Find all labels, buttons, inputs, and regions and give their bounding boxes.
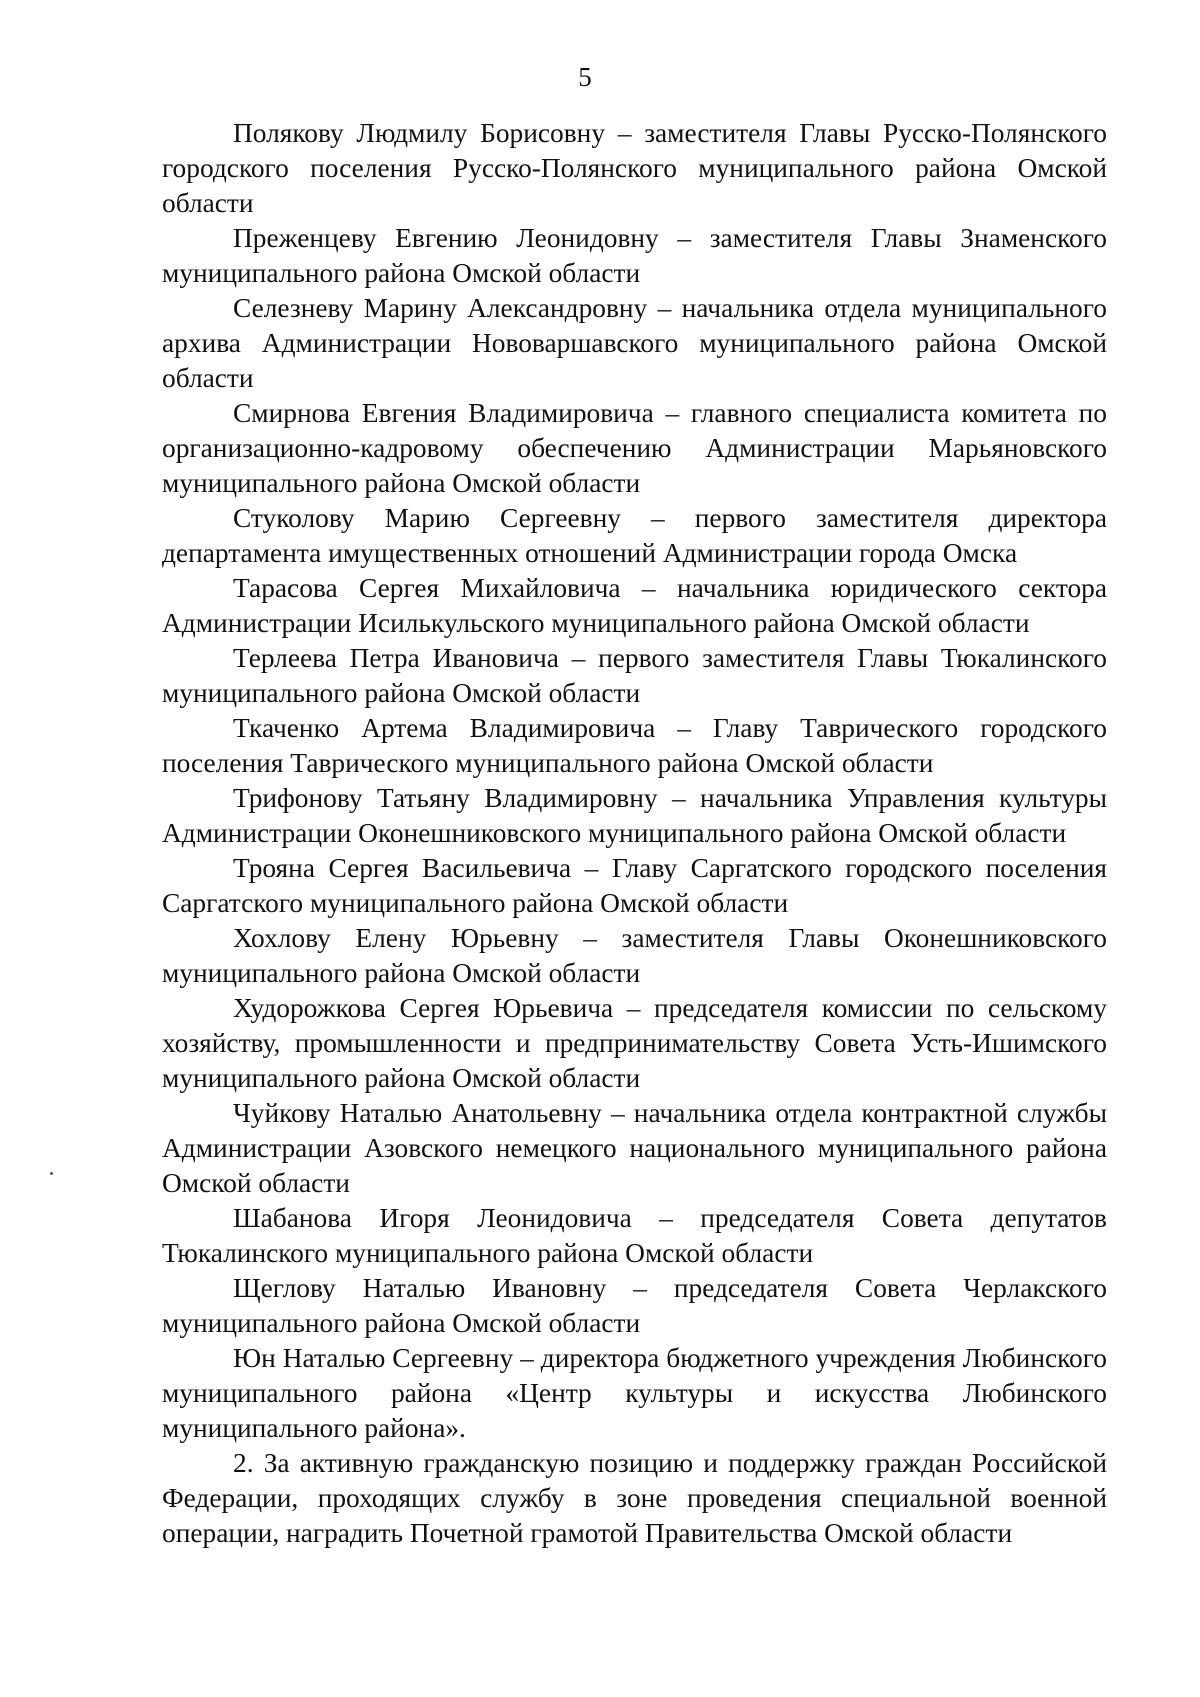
- award-entry-stukolova: Стуколову Марию Сергеевну – первого заместителя директора департамента имущественных отношений Администрации города Омска: [162, 503, 1107, 568]
- award-entry-shcheglova: Щеглову Наталью Ивановну – председателя Совета Черлакского муниципального района Омской области: [162, 1273, 1107, 1338]
- award-entry-yun: Юн Наталью Сергеевну – директора бюджетного учреждения Любинского муниципального района «Центр культуры и искусства Любинского муниципального района».: [162, 1343, 1107, 1443]
- document-body: [162, 116, 1107, 1551]
- page-number: 5: [578, 62, 592, 92]
- award-entry-selezneva: Селезневу Марину Александровну – начальника отдела муниципального архива Администрации Нововаршавского муниципального района Омской области: [162, 293, 1107, 393]
- award-entry-troyan: Трояна Сергея Васильевича – Главу Саргатского городского поселения Саргатского муниципального района Омской области: [162, 853, 1107, 918]
- award-entry-smirnov: Смирнова Евгения Владимировича – главного специалиста комитета по организационно-кадровому обеспечению Администрации Марьяновского муниципального района Омской области: [162, 398, 1107, 498]
- clause-2-paragraph: 2. За активную гражданскую позицию и поддержку граждан Российской Федерации, проходящих службу в зоне проведения специальной военной операции, наградить Почетной грамотой Правительства Омской области: [162, 1448, 1107, 1548]
- award-entry-tkachenko: Ткаченко Артема Владимировича – Главу Таврического городского поселения Таврического муниципального района Омской области: [162, 713, 1107, 778]
- scan-speck: [50, 1172, 53, 1175]
- award-entry-chuykova: Чуйкову Наталью Анатольевну – начальника отдела контрактной службы Администрации Азовского немецкого национального муниципального района Омской области: [162, 1098, 1107, 1198]
- award-entry-terleev: Терлеева Петра Ивановича – первого заместителя Главы Тюкалинского муниципального района Омской области: [162, 643, 1107, 708]
- award-entry-shabanov: Шабанова Игоря Леонидовича – председателя Совета депутатов Тюкалинского муниципального района Омской области: [162, 1203, 1107, 1268]
- award-entry-polyakova: Полякову Людмилу Борисовну – заместителя Главы Русско-Полянского городского поселения Русско-Полянского муниципального района Омской области: [162, 118, 1107, 218]
- award-entry-khudorozhkov: Худорожкова Сергея Юрьевича – председателя комиссии по сельскому хозяйству, промышленности и предпринимательству Совета Усть-Ишимского муниципального района Омской области: [162, 993, 1107, 1093]
- award-entry-tarasov: Тарасова Сергея Михайловича – начальника юридического сектора Администрации Исилькульского муниципального района Омской области: [162, 573, 1107, 638]
- award-entry-trifonova: Трифонову Татьяну Владимировну – начальника Управления культуры Администрации Оконешниковского муниципального района Омской области: [162, 783, 1107, 848]
- award-entry-prezhentseva: Преженцеву Евгению Леонидовну – заместителя Главы Знаменского муниципального района Омской области: [162, 223, 1107, 288]
- award-entry-khokhlova: Хохлову Елену Юрьевну – заместителя Главы Оконешниковского муниципального района Омской области: [162, 923, 1107, 988]
